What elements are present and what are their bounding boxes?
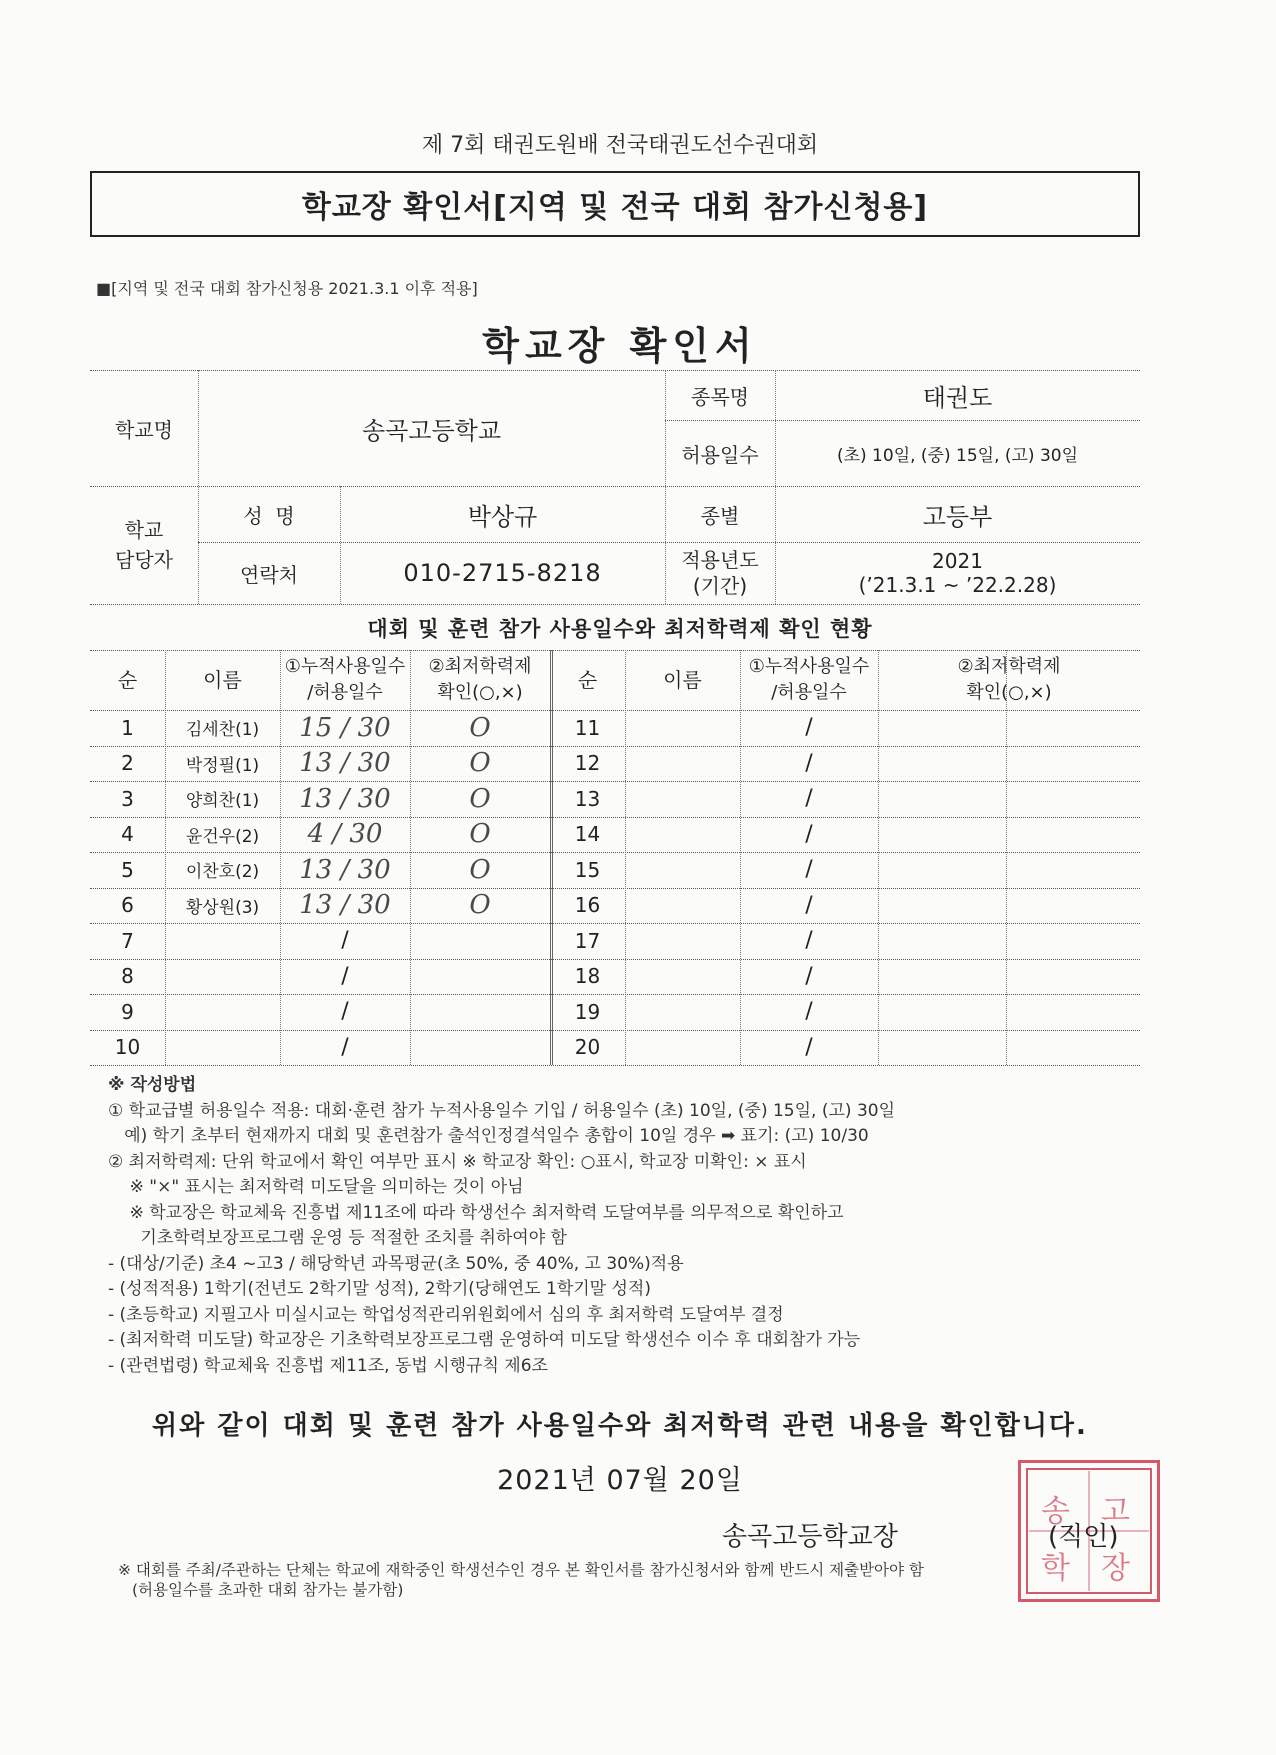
min-academic-check: O [469, 854, 491, 885]
student-name [625, 746, 740, 782]
division-value: 고등부 [922, 502, 993, 531]
min-academic-check: O [469, 783, 491, 814]
row-number: 1 [121, 715, 134, 740]
header-no: 순 [117, 668, 138, 692]
guide-line: 예) 학기 초부터 현재까지 대회 및 훈련참가 출석인정결석일수 총합이 10일 경우 ➡ 표기: (고) 10/30 [108, 1126, 869, 1146]
min-academic-check [878, 746, 1140, 782]
row-number: 5 [121, 857, 134, 882]
manager-label: 학교 담당자 [115, 518, 173, 572]
min-academic-check [878, 817, 1140, 853]
min-academic-check [878, 1030, 1140, 1066]
guide-line: - (대상/기준) 초4 ~고3 / 해당학년 과목평균(초 50%, 중 40%, 고 30%)적용 [108, 1253, 684, 1274]
year-label: 적용년도 (기간) [681, 548, 759, 598]
svg-text:학: 학 [1041, 1551, 1070, 1586]
header-check: ②최저학력제 확인(○,×) [957, 656, 1061, 703]
row-number: 12 [574, 751, 601, 776]
confirmation-statement: 위와 같이 대회 및 훈련 참가 사용일수와 최저학력 관련 내용을 확인합니다. [152, 1411, 1088, 1441]
document-title: 학교장 확인서 [482, 324, 758, 368]
min-academic-check [410, 994, 550, 1030]
status-title: 대회 및 훈련 참가 사용일수와 최저학력제 확인 현황 [367, 617, 873, 641]
seal-label: (직인) [1048, 1522, 1119, 1552]
table-row-line [90, 1065, 1140, 1066]
student-name [625, 781, 740, 817]
guide-line: - (관련법령) 학교체육 진흥법 제11조, 동법 시행규칙 제6조 [108, 1355, 548, 1376]
issue-date: 2021년 07월 20일 [497, 1465, 743, 1496]
guide-line: ② 최저학력제: 단위 학교에서 확인 여부만 표시 ※ 학교장 확인: ○표시, 학교장 미확인: × 표시 [108, 1151, 807, 1172]
school-name-value: 송곡고등학교 [361, 416, 502, 445]
school-info-table [90, 370, 1140, 615]
days-used: / [805, 786, 813, 812]
guide-line: ※ "×" 표시는 최저학력 미도달을 의미하는 것이 아님 [108, 1177, 524, 1197]
writing-guide [108, 1073, 1158, 1379]
header-days: ①누적사용일수 /허용일수 [284, 656, 406, 703]
days-used: / [805, 750, 813, 776]
min-academic-check [410, 923, 550, 959]
guide-line: - (초등학교) 지필고사 미실시교는 학업성적관리위원회에서 심의 후 최저학력 도달여부 결정 [108, 1304, 784, 1325]
student-name: 황상원(3) [185, 897, 260, 918]
footer-line: ※ 대회를 주최/주관하는 단체는 학교에 재학중인 학생선수인 경우 본 확인서를 참가신청서와 함께 반드시 제출받아야 함 [118, 1561, 924, 1579]
principal-title: 송곡고등학교장 [722, 1522, 898, 1552]
days-used: 13 / 30 [299, 748, 391, 779]
student-name [165, 1030, 280, 1066]
min-academic-check [878, 994, 1140, 1030]
contact-value: 010-2715-8218 [403, 559, 602, 587]
days-used: / [805, 928, 813, 954]
min-academic-check [878, 923, 1140, 959]
row-number: 2 [121, 751, 134, 776]
guide-title: ※ 작성방법 [108, 1075, 197, 1095]
roster-table [90, 650, 1140, 1065]
header-name: 이름 [203, 668, 242, 692]
min-academic-check [878, 781, 1140, 817]
days-used: / [805, 857, 813, 883]
student-name [165, 994, 280, 1030]
student-name [625, 852, 740, 888]
main-title: 학교장 확인서[지역 및 전국 대회 참가신청용] [301, 190, 929, 225]
row-number: 19 [574, 999, 601, 1024]
student-name [625, 710, 740, 746]
row-number: 14 [574, 822, 601, 847]
days-used: / [805, 963, 813, 989]
year-value: 2021 [932, 549, 983, 573]
guide-line: 기초학력보장프로그램 운영 등 적절한 조치를 취하여야 함 [108, 1228, 567, 1248]
notice-text: ■[지역 및 전국 대회 참가신청용 2021.3.1 이후 적용] [96, 279, 478, 298]
student-name [625, 888, 740, 924]
event-title: 제 7회 태권도원배 전국태권도선수권대회 [421, 133, 819, 158]
row-number: 6 [121, 893, 134, 918]
row-number: 7 [121, 928, 134, 953]
days-used: 15 / 30 [299, 712, 391, 743]
guide-line: ① 학교급별 허용일수 적용: 대회·훈련 참가 누적사용일수 기입 / 허용일수 (초) 10일, (중) 15일, (고) 30일 [108, 1100, 896, 1121]
days-used: / [341, 999, 349, 1025]
student-name: 양희찬(1) [185, 791, 260, 812]
days-used: 13 / 30 [299, 854, 391, 885]
row-number: 10 [114, 1035, 141, 1060]
svg-text:장: 장 [1101, 1551, 1130, 1586]
student-name: 윤건우(2) [185, 826, 260, 847]
min-academic-check: O [469, 748, 491, 779]
guide-line: - (성적적용) 1학기(전년도 2학기말 성적), 2학기(당해연도 1학기말 성적) [108, 1279, 651, 1299]
student-name [625, 994, 740, 1030]
school-name-label: 학교명 [115, 417, 173, 442]
footer-note [118, 1560, 1158, 1600]
contact-label: 연락처 [240, 562, 298, 587]
header-name: 이름 [663, 668, 702, 692]
row-number: 11 [574, 715, 601, 740]
row-number: 8 [121, 964, 134, 989]
days-used: / [341, 963, 349, 989]
row-number: 3 [121, 786, 134, 811]
days-used: / [341, 928, 349, 954]
days-used: 13 / 30 [299, 783, 391, 814]
manager-name-value: 박상규 [467, 502, 538, 531]
days-used: / [805, 892, 813, 918]
min-academic-check: O [469, 890, 491, 921]
header-check: ②최저학력제 확인(○,×) [428, 656, 532, 703]
days-used: / [341, 1034, 349, 1060]
main-title-box [90, 171, 1140, 237]
row-number: 17 [574, 928, 601, 953]
year-cell [775, 542, 1140, 604]
student-name [165, 959, 280, 995]
svg-text:송: 송 [1041, 1494, 1070, 1529]
days-used: / [805, 1034, 813, 1060]
row-number: 16 [574, 893, 601, 918]
student-name [625, 923, 740, 959]
days-used: 13 / 30 [299, 890, 391, 921]
student-name: 김세찬(1) [185, 720, 260, 741]
student-name [165, 923, 280, 959]
guide-line: - (최저학력 미도달) 학교장은 기초학력보장프로그램 운영하여 미도달 학생선수 이수 후 대회참가 가능 [108, 1330, 861, 1350]
days-used: 4 / 30 [307, 819, 383, 850]
header-no: 순 [577, 668, 598, 692]
svg-text:고: 고 [1101, 1494, 1130, 1529]
row-number: 15 [574, 857, 601, 882]
min-academic-check [878, 710, 1140, 746]
min-academic-check [410, 1030, 550, 1066]
days-used: / [805, 821, 813, 847]
min-academic-check: O [469, 819, 491, 850]
days-used: / [805, 715, 813, 741]
min-academic-check [878, 888, 1140, 924]
student-name [625, 1030, 740, 1066]
manager-name-label: 성 명 [243, 503, 295, 528]
min-academic-check [878, 959, 1140, 995]
division-label: 종별 [700, 503, 740, 528]
row-number: 4 [121, 822, 134, 847]
sport-value: 태권도 [922, 383, 993, 412]
period-value: (’21.3.1 ~ ’22.2.28) [858, 573, 1057, 597]
min-academic-check [410, 959, 550, 995]
student-name [625, 817, 740, 853]
student-name [625, 959, 740, 995]
header-days: ①누적사용일수 /허용일수 [748, 656, 870, 703]
guide-line: ※ 학교장은 학교체육 진흥법 제11조에 따라 학생선수 최저학력 도달여부를 의무적으로 확인하고 [108, 1202, 844, 1223]
min-academic-check [878, 852, 1140, 888]
row-number: 9 [121, 999, 134, 1024]
allowed-days-label: 허용일수 [681, 442, 759, 467]
footer-line: (허용일수를 초과한 대회 참가는 불가함) [132, 1581, 404, 1599]
allowed-days-value: (초) 10일, (중) 15일, (고) 30일 [836, 445, 1079, 466]
row-number: 20 [574, 1035, 601, 1060]
student-name: 박정필(1) [185, 755, 260, 776]
row-number: 13 [574, 786, 601, 811]
row-number: 18 [574, 964, 601, 989]
days-used: / [805, 999, 813, 1025]
min-academic-check: O [469, 712, 491, 743]
student-name: 이찬호(2) [185, 862, 260, 883]
sport-label: 종목명 [691, 384, 749, 409]
